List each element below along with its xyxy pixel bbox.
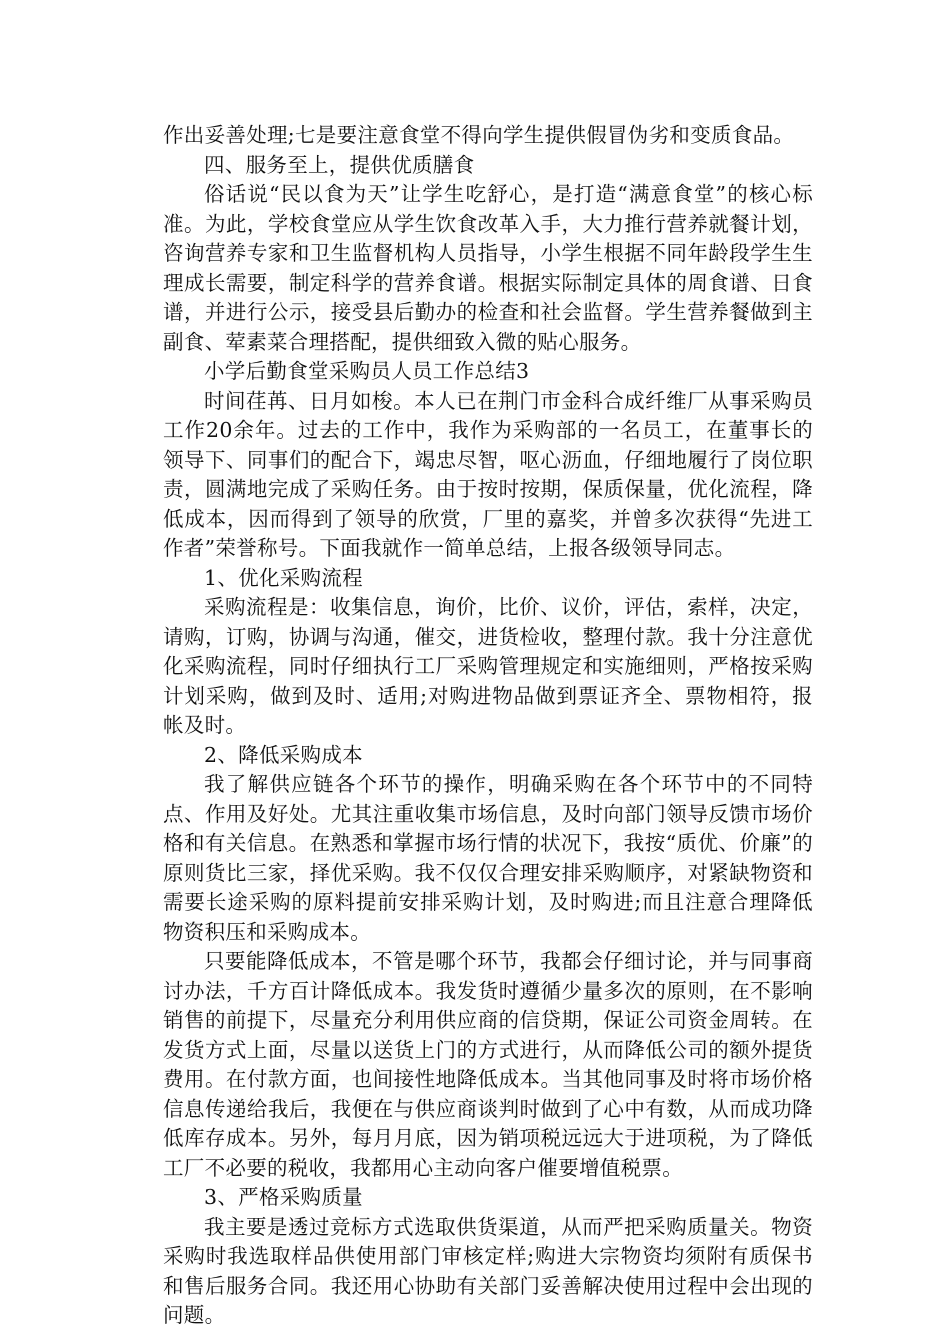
section-heading-quality: 3、严格采购质量 — [204, 1185, 363, 1209]
paragraph-optimize: 采购流程是：收集信息，询价，比价、议价，评估，索样，决定，请购，订购，协调与沟通，催交，进货检收，整理付款。我十分注意优化采购流程，同时仔细执行工厂采购管理规定和实施细则，严格按采购计划采购，做到及时、适用;对购进物品做到票证齐全、票物相符，报帐及时。 — [163, 595, 813, 737]
paragraph-intro: 时间荏苒、日月如梭。本人已在荆门市金科合成纤维厂从事采购员工作20余年。过去的工作中，我作为采购部的一名员工，在董事长的领导下、同事们的配合下，竭忠尽智，呕心沥血，仔细地履行了岗位职责，圆满地完成了采购任务。由于按时按期，保质保量，优化流程，降低成本，因而得到了领导的欣赏，厂里的嘉奖，并曾多次获得“先进工作者”荣誉称号。下面我就作一简单总结，上报各级领导同志。 — [163, 388, 813, 560]
paragraph-service: 俗话说“民以食为天”让学生吃舒心，是打造“满意食堂”的核心标准。为此，学校食堂应从学生饮食改革入手，大力推行营养就餐计划，咨询营养专家和卫生监督机构人员指导，小学生根据不同年龄段学生生理成长需要，制定科学的营养食谱。根据实际制定具体的周食谱、日食谱，并进行公示，接受县后勤办的检查和社会监督。学生营养餐做到主副食、荤素菜合理搭配，提供细致入微的贴心服务。 — [163, 182, 813, 354]
paragraph-continuation: 作出妥善处理;七是要注意食堂不得向学生提供假冒伪劣和变质食品。 — [163, 123, 795, 147]
section-heading-service: 四、服务至上，提供优质膳食 — [204, 152, 475, 177]
document-body — [163, 121, 813, 1331]
paragraph-reduce-cost-2: 只要能降低成本，不管是哪个环节，我都会仔细讨论，并与同事商讨办法，千方百计降低成本。我发货时遵循少量多次的原则，在不影响销售的前提下，尽量充分利用供应商的信贷期，保证公司资金周转。在发货方式上面，尽量以送货上门的方式进行，从而降低公司的额外提货费用。在付款方面，也间接性地降低成本。当其他同事及时将市场价格信息传递给我后，我便在与供应商谈判时做到了心中有数，从而成功降低库存成本。另外，每月月底，因为销项税远远大于进项税，为了降低工厂不必要的税收，我都用心主动向客户催要增值税票。 — [163, 949, 813, 1180]
document-title-3: 小学后勤食堂采购员人员工作总结3 — [204, 359, 530, 383]
section-heading-optimize: 1、优化采购流程 — [204, 565, 363, 590]
paragraph-quality: 我主要是透过竞标方式选取供货渠道，从而严把采购质量关。物资采购时我选取样品供使用部门审核定样;购进大宗物资均须附有质保书和售后服务合同。我还用心协助有关部门妥善解决使用过程中会出现的问题。 — [163, 1214, 813, 1327]
paragraph-reduce-cost-1: 我了解供应链各个环节的操作，明确采购在各个环节中的不同特点、作用及好处。尤其注重收集市场信息，及时向部门领导反馈市场价格和有关信息。在熟悉和掌握市场行情的状况下，我按“质优、价廉”的原则货比三家，择优采购。我不仅仅合理安排采购顺序，对紧缺物资和需要长途采购的原料提前安排采购计划，及时购进;而且注意合理降低物资积压和采购成本。 — [163, 772, 813, 944]
section-heading-reduce-cost: 2、降低采购成本 — [204, 742, 363, 767]
